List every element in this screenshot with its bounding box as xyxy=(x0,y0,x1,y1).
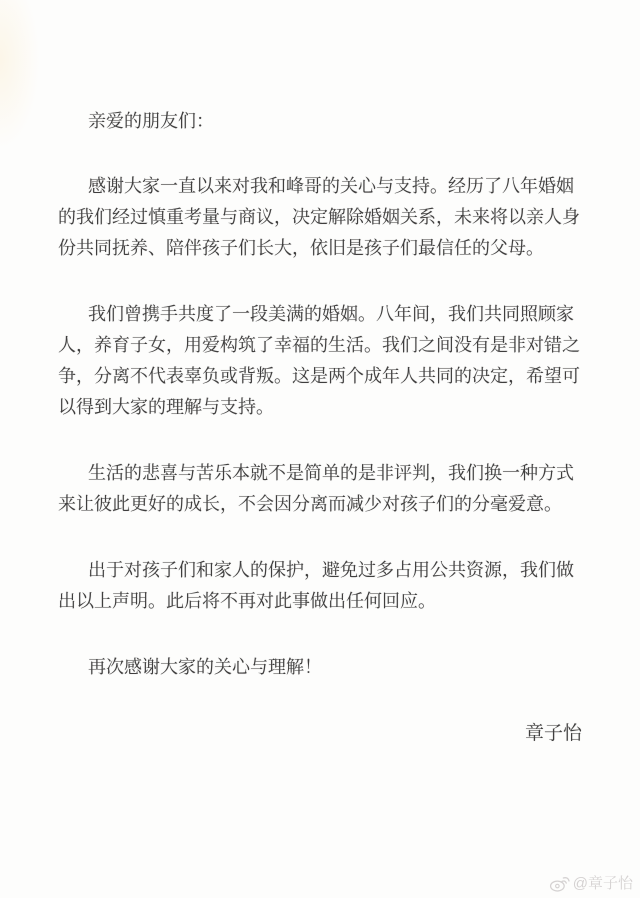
watermark xyxy=(549,875,633,892)
letter-line: 出于对孩子们和家人的保护，避免过多占用公共资源，我们做 xyxy=(88,560,574,580)
letter-line: 争，分离不代表辜负或背叛。这是两个成年人共同的决定，希望可 xyxy=(58,366,580,386)
scan-edge-smudge xyxy=(0,0,40,150)
letter-line: 以得到大家的理解与支持。 xyxy=(58,397,274,417)
watermark-text: @章子怡 xyxy=(572,875,633,892)
letter-paragraph xyxy=(58,171,582,264)
letter-line: 感谢大家一直以来对我和峰哥的关心与支持。经历了八年婚姻 xyxy=(88,176,574,196)
letter-line: 来让彼此更好的成长，不会因分离而减少对孩子们的分毫爱意。 xyxy=(58,494,562,514)
letter-line: 份共同抚养、陪伴孩子们长大，依旧是孩子们最信任的父母。 xyxy=(58,238,544,258)
letter-greeting: 亲爱的朋友们： xyxy=(88,111,214,131)
letter-paragraphs xyxy=(58,171,582,683)
letter-paragraph xyxy=(58,652,582,683)
letter-paragraph xyxy=(58,299,582,423)
letter-signature: 章子怡 xyxy=(524,723,582,744)
letter-line: 再次感谢大家的关心与理解！ xyxy=(88,657,322,677)
letter-paragraph xyxy=(58,555,582,617)
weibo-icon xyxy=(549,875,570,892)
letter-line: 生活的悲喜与苦乐本就不是简单的是非评判，我们换一种方式 xyxy=(88,463,574,483)
letter-line: 出以上声明。此后将不再对此事做出任何回应。 xyxy=(58,591,436,611)
letter-body xyxy=(58,0,582,749)
letter-line: 我们曾携手共度了一段美满的婚姻。八年间，我们共同照顾家 xyxy=(88,304,574,324)
letter-line: 人，养育子女，用爱构筑了幸福的生活。我们之间没有是非对错之 xyxy=(58,335,580,355)
letter-line: 的我们经过慎重考量与商议，决定解除婚姻关系，未来将以亲人身 xyxy=(58,207,580,227)
letter-paragraph xyxy=(58,458,582,520)
